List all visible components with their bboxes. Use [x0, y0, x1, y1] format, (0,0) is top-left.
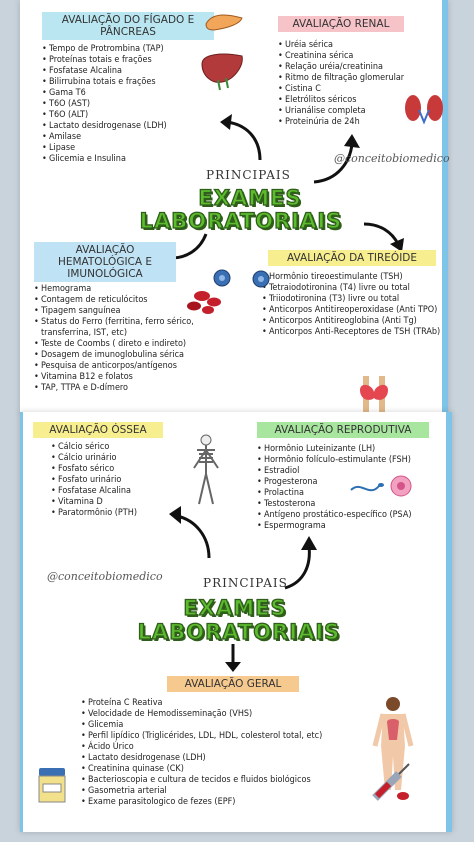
arrow-to-ossea [165, 502, 225, 562]
list-item: • Uréia sérica [278, 40, 438, 51]
list-item: • Fosfatase Alcalina [42, 66, 212, 77]
virus-icon [250, 268, 272, 290]
list-item: • Tetraiodotironina (T4) livre ou total [262, 283, 450, 294]
list-item: • Contagem de reticulócitos [34, 295, 240, 306]
list-item: • Velocidade de Hemodisseminação (VHS) [81, 709, 373, 720]
list-item: • T6O (ALT) [42, 110, 212, 121]
list-item: • Proteínas totais e frações [42, 55, 212, 66]
list-item: • Gasometria arterial [81, 786, 373, 797]
instagram-handle: @conceitobiomedico [334, 152, 450, 165]
list-item: • Tempo de Protrombina (TAP) [42, 44, 212, 55]
liver-pancreas-title: AVALIAÇÃO DO FÍGADO E PÂNCREAS [42, 12, 214, 40]
list-item: • Progesterona [257, 477, 453, 488]
list-item: • Anticorpos Antitireoglobina (Anti Tg) [262, 316, 450, 327]
egg-sperm-icon [351, 470, 411, 502]
list-item: • Ritmo de filtração glomerular [278, 73, 438, 84]
laboratoriais-title-2: LABORATORIAIS [137, 620, 341, 644]
list-item: • Proteína C Reativa [81, 698, 373, 709]
list-item: • Cálcio sérico [51, 442, 201, 453]
list-item: • TAP, TTPA e D-dímero [34, 383, 240, 394]
blood-cells-icon [168, 268, 238, 316]
urine-cup-icon [35, 768, 69, 804]
list-item: • Espermograma [257, 521, 453, 532]
list-item: • T6O (AST) [42, 99, 212, 110]
list-item: • Anticorpos Antitireoperoxidase (Anti TPO) [262, 305, 450, 316]
list-item: • Anticorpos Anti-Receptores de TSH (TRAb) [262, 327, 450, 338]
list-item: • Relação uréia/creatinina [278, 62, 438, 73]
exames-title-2: EXAMES [183, 596, 287, 620]
list-item: • Creatinina sérica [278, 51, 438, 62]
arrow-to-geral [223, 644, 243, 674]
list-item: • Glicemia [81, 720, 373, 731]
principais-label: PRINCIPAIS [206, 168, 291, 182]
list-item: • Cistina C [278, 84, 438, 95]
infographic-card-2 [20, 412, 452, 832]
list-item: • Creatinina quinase (CK) [81, 764, 373, 775]
list-item: • Paratormônio (PTH) [51, 508, 201, 519]
list-item: • Vitamina D [51, 497, 201, 508]
list-item: • Status do Ferro (ferritina, ferro sérico, transferrina, IST, etc) [34, 317, 240, 339]
list-item: • Amilase [42, 132, 212, 143]
hemato-title: AVALIAÇÃO HEMATOLÓGICA E IMUNOLÓGICA [34, 242, 176, 282]
liver-icon [198, 50, 246, 90]
list-item: • Lipase [42, 143, 212, 154]
list-item: • Lactato desidrogenase (LDH) [81, 753, 373, 764]
arrow-to-reprodutiva [281, 532, 331, 592]
tireoide-list [262, 272, 450, 338]
list-item: • Fosfato urinário [51, 475, 201, 486]
list-item: • Urianálise completa [278, 106, 438, 117]
thyroid-icon [354, 376, 394, 412]
list-item: • Proteinúria de 24h [278, 117, 438, 128]
list-item: • Antígeno prostático-específico (PSA) [257, 510, 453, 521]
list-item: • Prolactina [257, 488, 453, 499]
list-item: • Tipagem sanguínea [34, 306, 240, 317]
list-item: • Vitamina B12 e folatos [34, 372, 240, 383]
list-item: • Ácido Úrico [81, 742, 373, 753]
tireoide-title: AVALIAÇÃO DA TIREÓIDE [268, 250, 436, 266]
list-item: • Bilirrubina totais e frações [42, 77, 212, 88]
list-item: • Dosagem de imunoglobulina sérica [34, 350, 240, 361]
list-item: • Cálcio urinário [51, 453, 201, 464]
liver-pancreas-list [42, 44, 212, 165]
geral-title: AVALIAÇÃO GERAL [167, 676, 299, 692]
ossea-title: AVALIAÇÃO ÓSSEA [33, 422, 163, 438]
list-item: • Testosterona [257, 499, 453, 510]
arrow-to-liver [216, 108, 276, 168]
list-item: • Estradiol [257, 466, 453, 477]
list-item: • Perfil lipídico (Triglicérides, LDL, HDL, colesterol total, etc) [81, 731, 373, 742]
infographic-card-1 [20, 0, 448, 414]
kidney-icon [404, 92, 444, 126]
renal-title: AVALIAÇÃO RENAL [278, 16, 404, 32]
list-item: • Lactato desidrogenase (LDH) [42, 121, 212, 132]
skeleton-icon [191, 434, 221, 506]
syringe-icon [369, 760, 413, 804]
exames-title: EXAMES [198, 186, 302, 210]
list-item: • Glicemia e Insulina [42, 154, 212, 165]
list-item: • Triiodotironina (T3) livre ou total [262, 294, 450, 305]
list-item: • Hormônio Luteinizante (LH) [257, 444, 453, 455]
list-item: • Teste de Coombs ( direto e indireto) [34, 339, 240, 350]
list-item: • Exame parasitologico de fezes (EPF) [81, 797, 373, 808]
list-item: • Hormônio folículo-estimulante (FSH) [257, 455, 453, 466]
pancreas-icon [204, 10, 244, 32]
instagram-handle-2: @conceitobiomedico [47, 570, 163, 583]
list-item: • Gama T6 [42, 88, 212, 99]
list-item: • Pesquisa de anticorpos/antígenos [34, 361, 240, 372]
geral-list [81, 698, 373, 808]
list-item: • Hemograma [34, 284, 240, 295]
list-item: • Bacterioscopia e cultura de tecidos e fluidos biológicos [81, 775, 373, 786]
list-item: • Hormônio tireoestimulante (TSH) [262, 272, 450, 283]
laboratoriais-title: LABORATORIAIS [139, 209, 343, 233]
list-item: • Eletrólitos séricos [278, 95, 438, 106]
reprodutiva-title: AVALIAÇÃO REPRODUTIVA [257, 422, 429, 438]
list-item: • Fosfatase Alcalina [51, 486, 201, 497]
list-item: • Fosfato sérico [51, 464, 201, 475]
principais-label-2: PRINCIPAIS [203, 576, 288, 590]
